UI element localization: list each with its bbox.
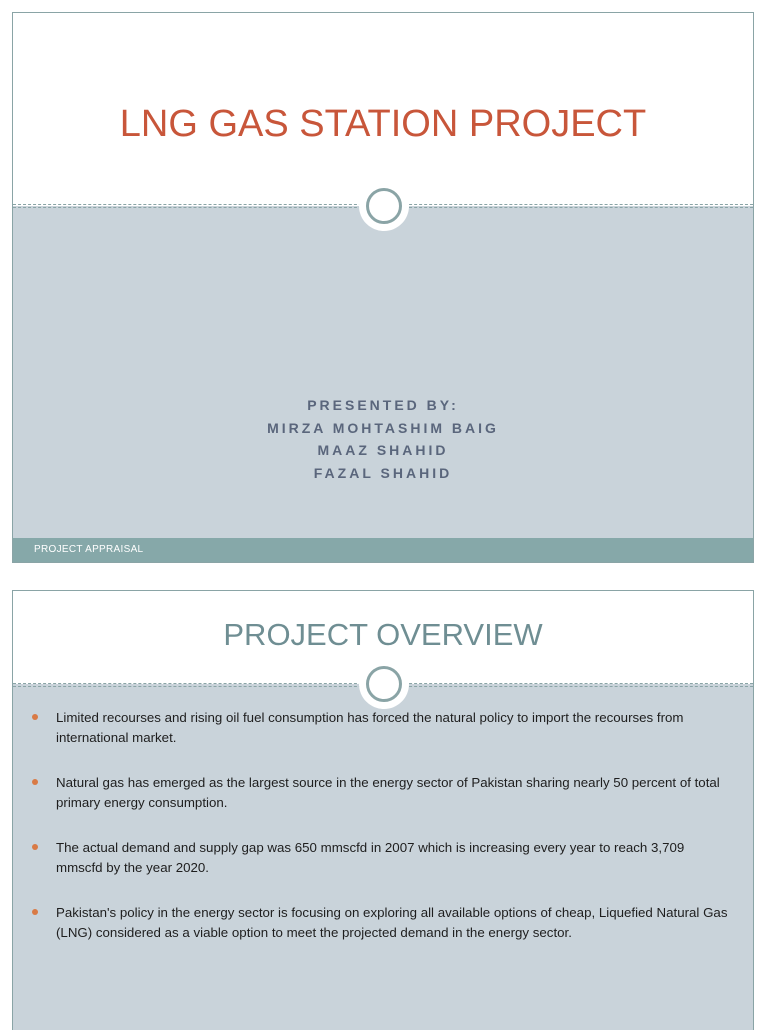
bullet-text: The actual demand and supply gap was 650 mmscfd in 2007 which is increasing every year to reach 3,709 mmscfd by the year 2020. bbox=[56, 840, 685, 875]
bullet-dot-icon bbox=[32, 779, 38, 785]
bullet-item bbox=[13, 903, 753, 942]
presenter-name: FAZAL SHAHID bbox=[313, 464, 453, 481]
bullet-dot-icon bbox=[32, 714, 38, 720]
bullet-text: Pakistan's policy in the energy sector is focusing on exploring all available options of cheap, Liquefied Natural Gas (LNG) considered as a viable option to meet the projected demand in the energy sector. bbox=[56, 905, 728, 940]
presenters-block bbox=[13, 394, 753, 484]
circle-ring-icon bbox=[359, 659, 409, 709]
presenter-name: MIRZA MOHTASHIM BAIG bbox=[267, 419, 499, 436]
footer-label: PROJECT APPRAISAL bbox=[34, 544, 144, 555]
title-area bbox=[13, 13, 753, 206]
presenter-name: MAAZ SHAHID bbox=[317, 442, 449, 458]
bullet-dot-icon bbox=[32, 844, 38, 850]
bullet-item bbox=[13, 838, 753, 877]
slide-title: LNG GAS STATION PROJECT bbox=[119, 103, 647, 145]
bullet-dot-icon bbox=[32, 909, 38, 915]
footer-bar bbox=[13, 538, 753, 563]
slide-title: PROJECT OVERVIEW bbox=[223, 617, 543, 652]
title-slide bbox=[12, 12, 754, 563]
presented-by-label: PRESENTED BY: bbox=[307, 397, 459, 413]
bullet-item bbox=[13, 773, 753, 812]
bullet-item bbox=[13, 708, 753, 747]
bullet-list bbox=[13, 708, 753, 968]
overview-slide bbox=[12, 590, 754, 1030]
bullet-text: Limited recourses and rising oil fuel consumption has forced the natural policy to import the recourses from international market. bbox=[56, 710, 684, 745]
circle-ring-icon bbox=[359, 181, 409, 231]
bullet-text: Natural gas has emerged as the largest source in the energy sector of Pakistan sharing nearly 50 percent of total primary energy consumption. bbox=[56, 775, 720, 810]
